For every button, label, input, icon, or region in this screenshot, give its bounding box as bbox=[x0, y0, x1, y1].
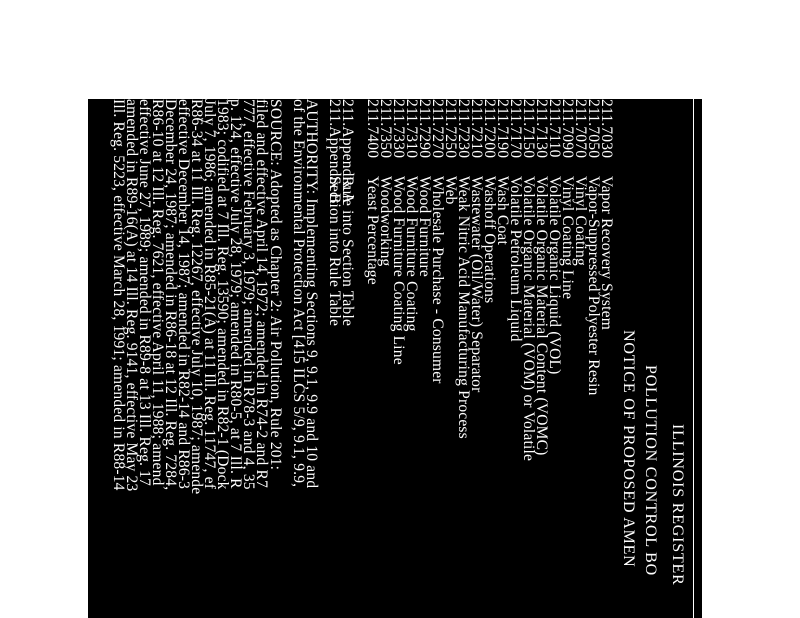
section-title: Wood Furniture bbox=[416, 176, 433, 277]
appendix-row bbox=[326, 99, 342, 326]
section-number: 211.7170 bbox=[507, 99, 524, 159]
appendix-title: Rule into Section Table bbox=[339, 176, 356, 327]
section-number: 211.7090 bbox=[559, 99, 576, 159]
appendix-number: 211.Appendix A bbox=[339, 99, 356, 204]
section-number: 211.7270 bbox=[429, 99, 446, 159]
section-number: 211.7400 bbox=[364, 99, 381, 159]
section-title: Vapor Recovery System bbox=[598, 176, 615, 331]
source-line: amended in R89-16(A) at 14 Ill. Reg. 9141, effective May 23 bbox=[123, 99, 140, 492]
section-number: 211.7150 bbox=[520, 99, 537, 159]
section-title: Volatile Organic Material Content (VOMC) bbox=[533, 176, 550, 456]
notice-title: NOTICE OF PROPOSED AMEN bbox=[620, 330, 637, 568]
section-number: 211.7350 bbox=[377, 99, 394, 159]
section-row bbox=[364, 99, 380, 285]
section-title: Web bbox=[442, 176, 459, 205]
top-rule bbox=[693, 99, 694, 618]
section-title: Washoff Operations bbox=[481, 176, 498, 304]
agency-name: POLLUTION CONTROL BO bbox=[642, 365, 659, 576]
section-title: Weak Nitric Acid Manufacturing Process bbox=[455, 176, 472, 439]
source-line: effective December 14, 1987; amended in R82-14 and R86-3 bbox=[175, 99, 192, 490]
section-title: Volatile Petroleum Liquid bbox=[507, 176, 524, 342]
scan-speck bbox=[716, 510, 718, 512]
source-line: p. 124, effective July 28, 1979; amended in R80-5, at 7 Ill. R bbox=[227, 99, 244, 489]
source-line: SOURCE: Adopted as Chapter 2: Air Pollution, Rule 201: bbox=[267, 99, 284, 471]
source-line: Ill. Reg. 5223, effective March 28, 1991; amended in R88-14 bbox=[110, 99, 127, 491]
section-number: 211.7310 bbox=[403, 99, 420, 159]
section-title: Vinyl Coating bbox=[572, 176, 589, 266]
section-number: 211.7290 bbox=[416, 99, 433, 159]
authority-line: of the Environmental Protection Act [415 ILCS 5/9, 9.1, 9.9, bbox=[290, 99, 307, 488]
section-title: Wholesale Purchase - Consumer bbox=[429, 176, 446, 384]
appendix-title: Section into Rule Table bbox=[326, 176, 343, 327]
source-line: July 7, 1986; amended in R85-21(A) at 11 Ill. Reg. 11747, ef bbox=[201, 99, 218, 490]
source-line: 1983; codified at 7 Ill. Reg. 13590; amended in R82-1 (Dock bbox=[214, 99, 231, 490]
section-title: Volatile Organic Material (VOM) or Volatile bbox=[520, 176, 537, 462]
section-number: 211.7030 bbox=[598, 99, 615, 159]
section-title: Yeast Percentage bbox=[364, 176, 381, 285]
section-number: 211.7050 bbox=[585, 99, 602, 159]
section-title: Woodworking bbox=[377, 176, 394, 267]
scanned-page-image bbox=[88, 99, 702, 618]
source-line: filed and effective April 14, 1972; amended in R74-2 and R7 bbox=[253, 99, 270, 489]
source-line: R86-34 at 11 Ill. Reg. 12267, effective July 10, 1987; amende bbox=[188, 99, 205, 495]
section-title: Wastewater (Oil/Water) Separator bbox=[468, 176, 485, 393]
section-number: 211.7230 bbox=[455, 99, 472, 159]
register-title: ILLINOIS REGISTER bbox=[669, 424, 686, 586]
section-number: 211.7070 bbox=[572, 99, 589, 159]
source-line: effective June 27, 1989; amended in R89-8 at 13 Ill. Reg. 17 bbox=[136, 99, 153, 487]
section-number: 211.7210 bbox=[468, 99, 485, 159]
source-line: 777, effective February 3, 1979; amended in R78-3 and 4, 35 bbox=[240, 99, 257, 490]
section-number: 211.7330 bbox=[390, 99, 407, 159]
section-title: Vapor-Suppressed Polyester Resin bbox=[585, 176, 602, 396]
section-number: 211.7190 bbox=[494, 99, 511, 159]
source-line: R86-10 at 12 Ill. Reg. 7621, effective April 11, 1988; amend bbox=[149, 99, 166, 486]
section-title: Wash Coat bbox=[494, 176, 511, 245]
section-number: 211.7200 bbox=[481, 99, 498, 159]
section-number: 211.7250 bbox=[442, 99, 459, 159]
authority-line: AUTHORITY: Implementing Sections 9, 9.1, 9.9 and 10 and bbox=[303, 99, 320, 489]
section-title: Volatile Organic Liquid (VOL) bbox=[546, 176, 563, 375]
section-number: 211.7130 bbox=[533, 99, 550, 159]
source-line: December 24, 1987; amended in R86-18 at 12 Ill. Reg. 7284, bbox=[162, 99, 179, 491]
scan-speck bbox=[72, 466, 75, 469]
section-number: 211.7110 bbox=[546, 99, 563, 158]
section-title: Vinyl Coating Line bbox=[559, 176, 576, 300]
section-title: Wood Furniture Coating Line bbox=[390, 176, 407, 365]
section-title: Wood Furniture Coating bbox=[403, 176, 420, 332]
document-page bbox=[88, 99, 702, 618]
appendix-number: 211.Appendix B bbox=[326, 99, 343, 204]
